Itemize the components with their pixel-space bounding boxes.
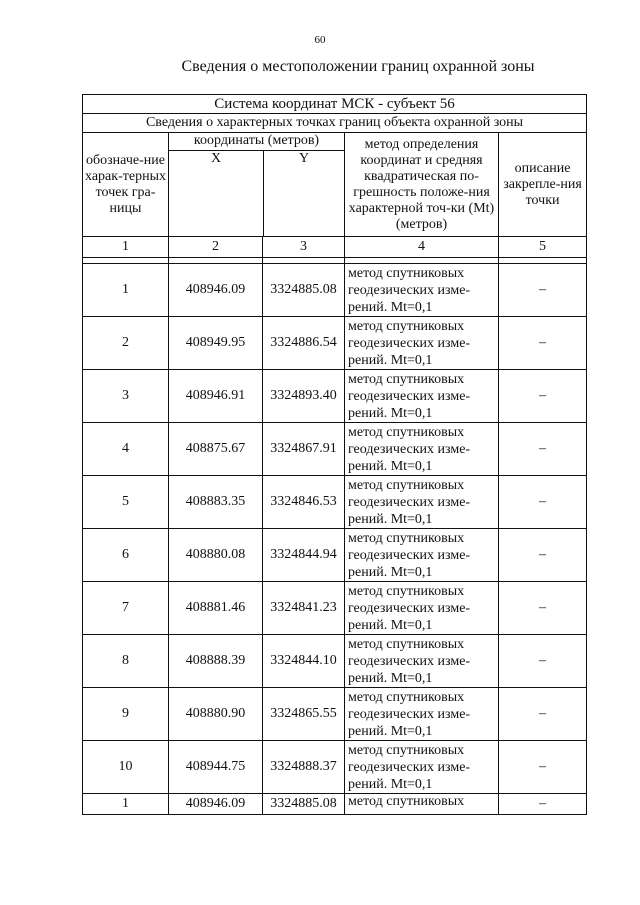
coordinate-y: 3324885.08 [263,264,345,317]
description-cell: – [499,794,587,815]
method-cell: метод спутниковых геодезических изме-рений. Mt=0,1 [345,317,499,370]
method-cell: метод спутниковых [345,794,499,815]
coordinate-y: 3324893.40 [263,370,345,423]
header-x: X [169,151,264,236]
method-cell: метод спутниковых геодезических изме-рений. Mt=0,1 [345,529,499,582]
point-number: 6 [83,529,169,582]
table-row [83,370,587,423]
coordinate-y: 3324886.54 [263,317,345,370]
point-number: 3 [83,370,169,423]
column-number: 2 [169,237,263,258]
column-number: 1 [83,237,169,258]
coordinate-y: 3324888.37 [263,741,345,794]
description-cell: – [499,264,587,317]
column-number: 3 [263,237,345,258]
table-row [83,476,587,529]
coordinate-x: 408946.09 [169,264,263,317]
description-cell: – [499,423,587,476]
method-cell: метод спутниковых геодезических изме-рений. Mt=0,1 [345,423,499,476]
header-coordinates [169,133,345,237]
table-row [83,794,587,815]
table-row [83,264,587,317]
header-coordinates-label: координаты (метров) [169,133,344,151]
coordinate-x: 408946.91 [169,370,263,423]
table-row [83,741,587,794]
coordinate-x: 408949.95 [169,317,263,370]
point-number: 8 [83,635,169,688]
header-point-designation: обозначе-ние харак-терных точек гра-ницы [83,133,169,237]
table-row [83,317,587,370]
coordinate-x: 408880.08 [169,529,263,582]
coordinate-system-row [83,95,587,114]
coordinate-y: 3324844.10 [263,635,345,688]
coordinate-y: 3324844.94 [263,529,345,582]
method-cell: метод спутниковых геодезических изме-рений. Mt=0,1 [345,635,499,688]
table-row [83,529,587,582]
header-row [83,133,587,237]
point-number: 5 [83,476,169,529]
header-description: описание закрепле-ния точки [499,133,587,237]
description-cell: – [499,582,587,635]
description-cell: – [499,317,587,370]
point-number: 7 [83,582,169,635]
table-row [83,423,587,476]
method-cell: метод спутниковых геодезических изме-рений. Mt=0,1 [345,264,499,317]
table-row [83,635,587,688]
boundary-points-table [82,94,587,815]
column-number: 5 [499,237,587,258]
description-cell: – [499,529,587,582]
coordinate-y: 3324846.53 [263,476,345,529]
table-subtitle-row [83,114,587,133]
description-cell: – [499,635,587,688]
coordinate-x: 408946.09 [169,794,263,815]
point-number: 9 [83,688,169,741]
description-cell: – [499,370,587,423]
coordinate-y: 3324885.08 [263,794,345,815]
coordinate-x: 408875.67 [169,423,263,476]
point-number: 2 [83,317,169,370]
table-row [83,582,587,635]
coordinate-x: 408888.39 [169,635,263,688]
coordinate-x: 408881.46 [169,582,263,635]
table-row [83,688,587,741]
column-number: 4 [345,237,499,258]
point-number: 1 [83,794,169,815]
point-number: 4 [83,423,169,476]
point-number: 1 [83,264,169,317]
point-number: 10 [83,741,169,794]
description-cell: – [499,476,587,529]
method-cell: метод спутниковых геодезических изме-рений. Mt=0,1 [345,476,499,529]
method-cell: метод спутниковых геодезических изме-рений. Mt=0,1 [345,688,499,741]
header-method: метод определения координат и средняя квадратическая по-грешность положе-ния характерной точ-ки (Mt) (метров) [345,133,499,237]
description-cell: – [499,741,587,794]
method-cell: метод спутниковых геодезических изме-рений. Mt=0,1 [345,370,499,423]
page-number: 60 [314,34,326,46]
coordinate-y: 3324841.23 [263,582,345,635]
coordinate-y: 3324865.55 [263,688,345,741]
coordinate-system-label: Система координат МСК - субъект 56 [83,95,587,114]
method-cell: метод спутниковых геодезических изме-рений. Mt=0,1 [345,741,499,794]
method-cell: метод спутниковых геодезических изме-рений. Mt=0,1 [345,582,499,635]
coordinate-x: 408944.75 [169,741,263,794]
coordinate-x: 408883.35 [169,476,263,529]
description-cell: – [499,688,587,741]
coordinate-y: 3324867.91 [263,423,345,476]
page-title: Сведения о местоположении границ охранной зоны [181,58,535,75]
header-y: Y [298,151,310,166]
table-subtitle: Сведения о характерных точках границ объекта охранной зоны [83,114,587,133]
coordinate-x: 408880.90 [169,688,263,741]
column-number-row [83,237,587,258]
